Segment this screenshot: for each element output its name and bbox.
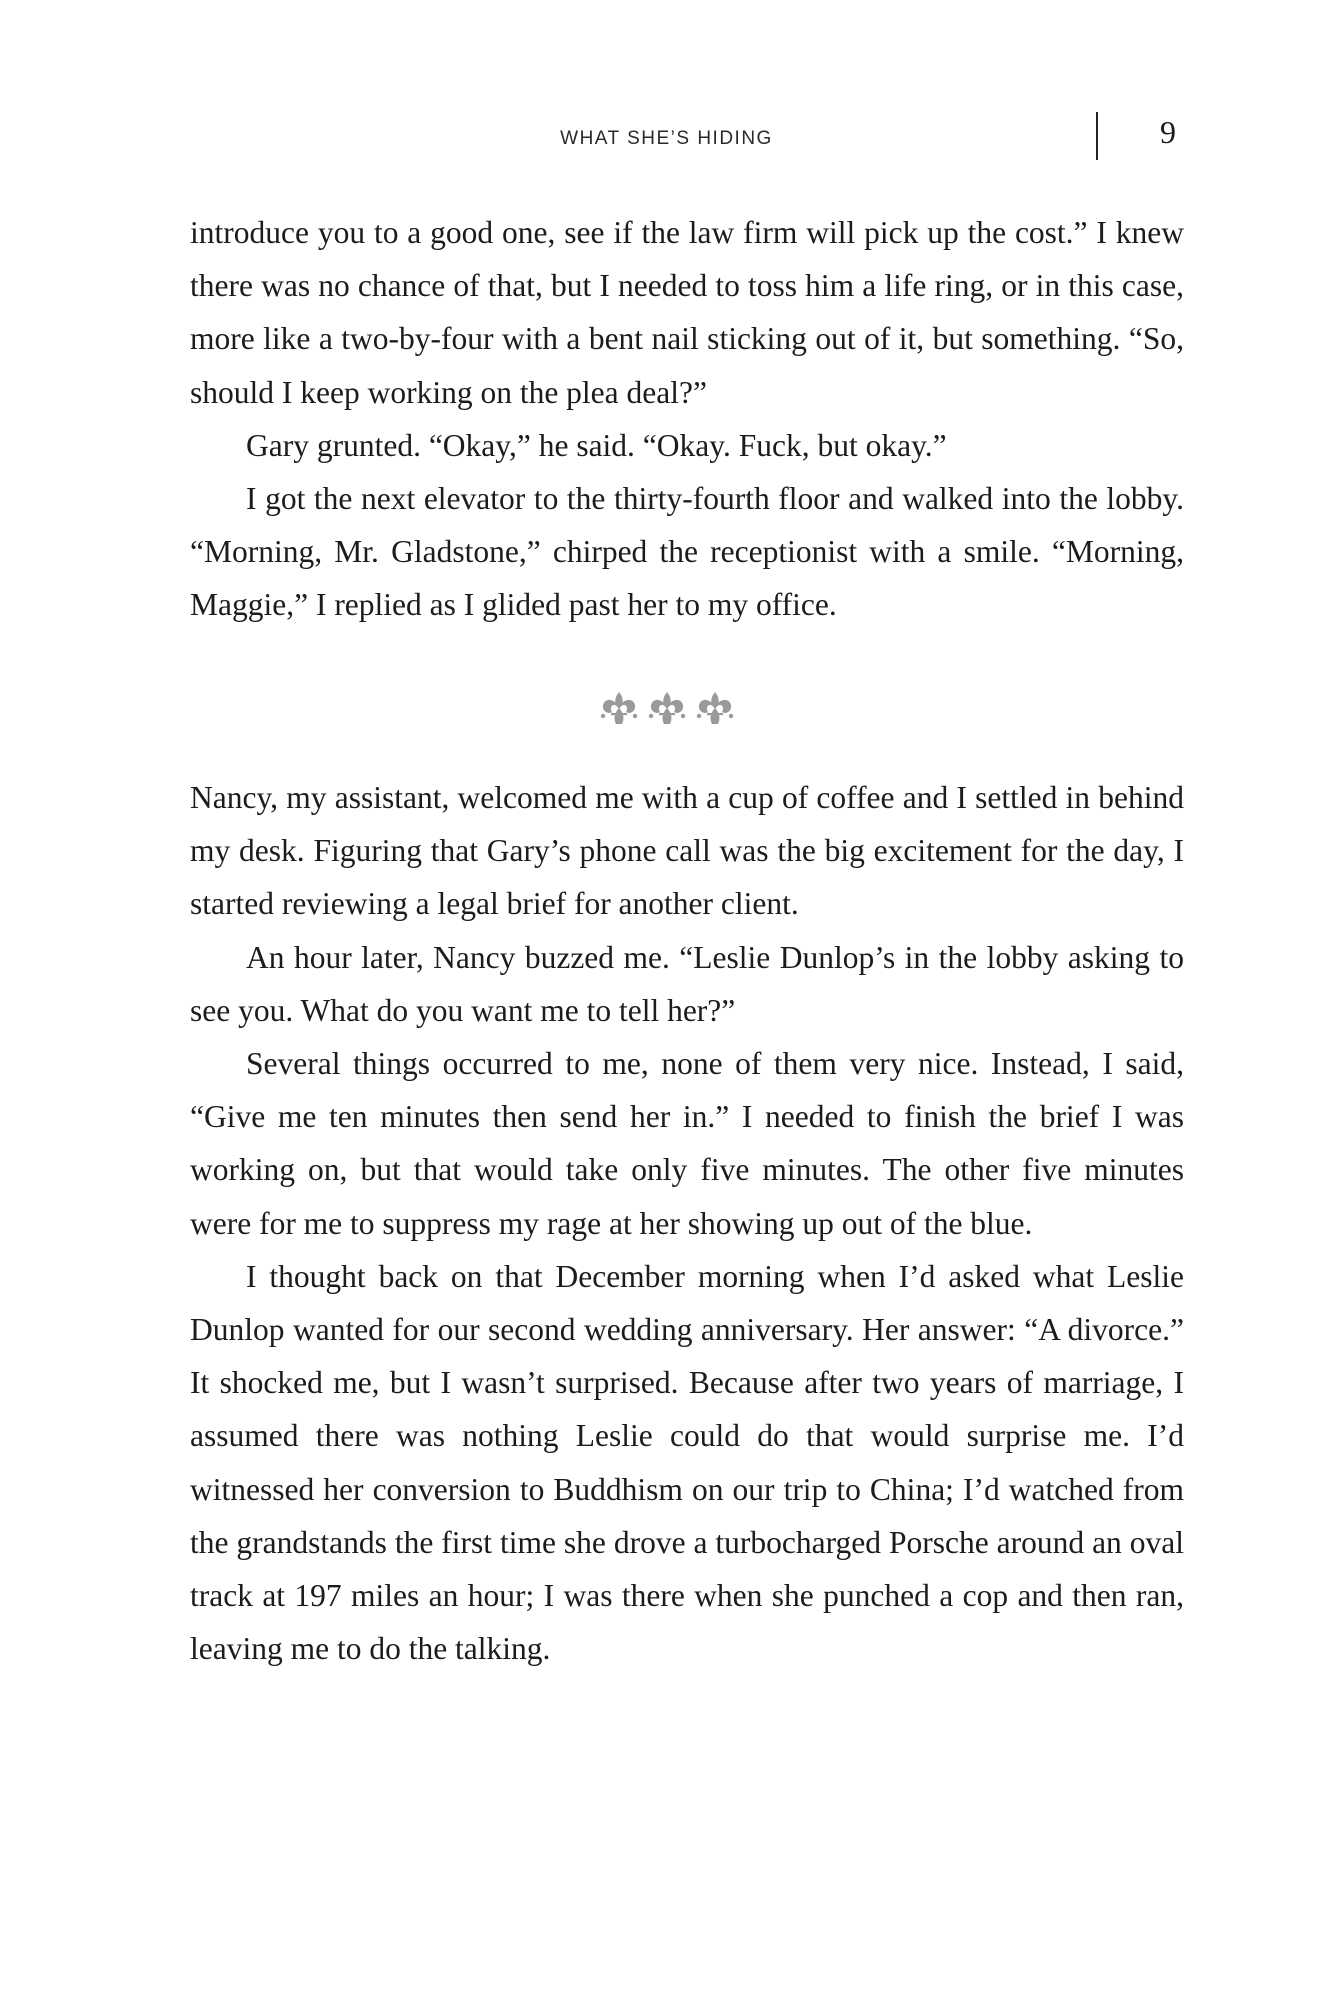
header-divider bbox=[1096, 112, 1098, 160]
paragraph: Nancy, my assistant, welcomed me with a cup of coffee and I settled in behind my desk. Figuring that Gary’s phone call was the big excitement for the day, I started reviewing a legal brief for another client. bbox=[190, 780, 1184, 922]
paragraph: I thought back on that December morning when I’d asked what Leslie Dunlop wanted for our second wedding anniversary. Her answer: “A divorce.” It shocked me, but I wasn’t surprised. Because after two years of marriage, I assumed there was nothing Leslie could do that would surprise me. I’d witnessed her conversion to Buddhism on our trip to China; I’d watched from the grandstands the first time she drove a turbocharged Porsche around an oval track at 197 miles an hour; I was there when she punched a cop and then ran, leaving me to do the talking. bbox=[190, 1258, 1184, 1667]
section-1-text bbox=[190, 206, 1184, 632]
paragraph: Gary grunted. “Okay,” he said. “Okay. Fuck, but okay.” bbox=[246, 427, 947, 463]
paragraph: introduce you to a good one, see if the law firm will pick up the cost.” I knew there was no chance of that, but I needed to toss him a life ring, or in this case, more like a two-by-four with a bent nail sticking out of it, but something. “So, should I keep working on the plea deal?” bbox=[190, 215, 1184, 410]
fleuron-divider-icon bbox=[592, 684, 742, 732]
running-title: WHAT SHE’S HIDING bbox=[560, 128, 773, 149]
paragraph: Several things occurred to me, none of them very nice. Instead, I said, “Give me ten minutes then send her in.” I needed to finish the brief I was working on, but that would take only five minutes. The other five minutes were for me to suppress my rage at her showing up out of the blue. bbox=[190, 1046, 1184, 1241]
page-number: 9 bbox=[1160, 114, 1176, 150]
paragraph: An hour later, Nancy buzzed me. “Leslie Dunlop’s in the lobby asking to see you. What do you want me to tell her?” bbox=[190, 939, 1184, 1028]
section-break bbox=[0, 684, 1333, 734]
paragraph: I got the next elevator to the thirty-fourth floor and walked into the lobby. “Morning, Mr. Gladstone,” chirped the receptionist with a smile. “Morning, Maggie,” I replied as I glided past her to my office. bbox=[190, 481, 1184, 623]
page-header bbox=[0, 112, 1333, 172]
section-2-text bbox=[190, 771, 1184, 1675]
